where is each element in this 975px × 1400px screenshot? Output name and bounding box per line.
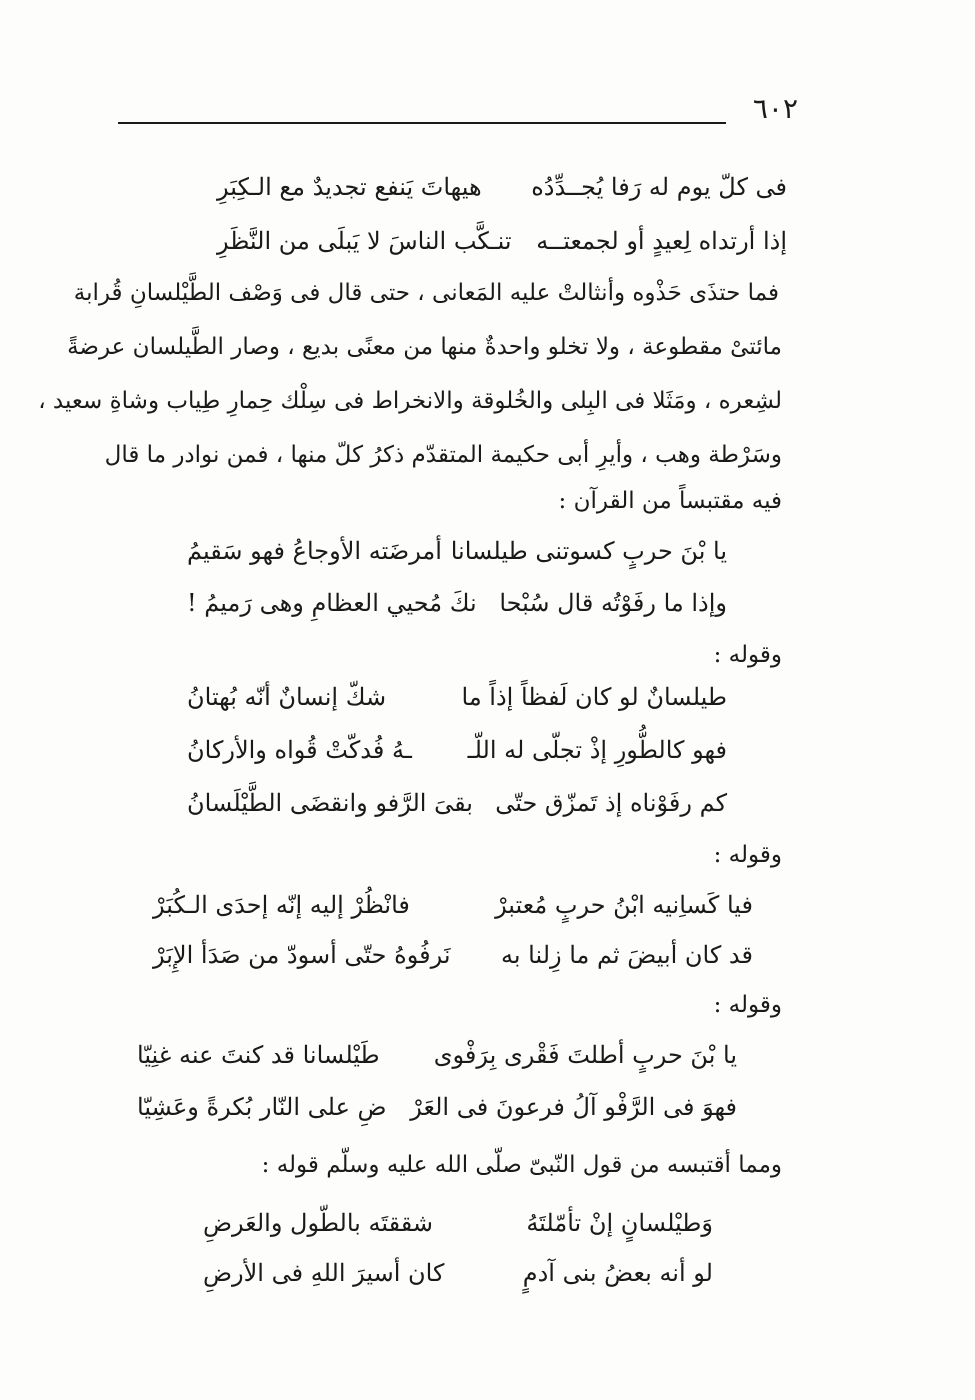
verse-line [217,162,787,212]
verse-hemistich-right: قد كان أبيضَ ثم ما زِلنا به [500,941,753,969]
verse-line [217,216,787,266]
verse-line [187,578,727,628]
verse-line [153,930,753,980]
header-rule [118,122,726,124]
verse-hemistich-left: ـهُ فُدكّتْ قُواه والأركانُ [187,736,412,764]
prose-line: وسَرْطة وهب ، وأيرِ أبى حكيمة المتقدّم ذكرُ كلّ منها ، فمن نوادر ما قال [104,442,782,468]
verse-hemistich-right: فى كلّ يوم له رَفا يُجــدِّدُه [531,173,787,201]
verse-line [187,725,727,775]
prose-line: فما حتذَى حَذْوه وأنثالتْ عليه المَعانى ، حتى قال فى وَصْف الطَّيْلسانِ قُرابة [73,280,779,306]
verse-hemistich-right: وإذا ما رفَوْتُه قال سُبْحا [499,589,727,617]
verse-hemistich-left: نَرفُوهُ حتّى أسودّ من صَدَأ الإِبَرْ [153,941,451,969]
verse-line [187,778,727,828]
verse-hemistich-left: طَيْلسانا قد كنتَ عنه غنِيّا [137,1041,380,1069]
page-number: ٦٠٢ [752,92,798,125]
verse-hemistich-right: يا بْنَ حربٍ أطلتَ فَقْرى بِرَفْوى [433,1041,737,1069]
verse-hemistich-right: كم رفَوْناه إذ تَمزّق حتّى [495,789,727,817]
verse-hemistich-left: ضِ على النّار بُكرةً وعَشِيّا [137,1093,387,1121]
prose-line: فيه مقتبساً من القرآن : [558,488,782,514]
verse-hemistich-left: فانْظُرْ إليه إنّه إحدَى الـكُبَرْ [153,891,410,919]
verse-hemistich-left: نكَ مُحيي العظامِ وهى رَميمُ ! [187,589,477,617]
prose-line: مائتىْ مقطوعة ، ولا تخلو واحدةٌ منها من معنًى بديع ، وصار الطَّيلسان عرضةً [67,334,782,360]
verse-hemistich-left: شققتَه بالطّول والعَرضِ [203,1209,433,1237]
verse-hemistich-left: كان أسيرَ اللهِ فى الأرضِ [203,1259,445,1287]
verse-line [137,1030,737,1080]
verse-hemistich-left: هيهاتَ يَنفع تجديدٌ مع الـكِبَرِ [217,173,482,201]
verse-hemistich-right: إذا أرتداه لِعيدٍ أو لجمعتــه [536,227,787,255]
verse-intro: وقوله : [713,642,782,668]
verse-line [203,1248,713,1298]
verse-hemistich-right: لو أنه بعضُ بنى آدمٍ [522,1259,713,1287]
verse-line [187,672,727,722]
verse-intro: ومما أقتبسه من قول النّبىّ صلّى الله عليه وسلّم قوله : [261,1152,782,1178]
verse-intro: وقوله : [713,992,782,1018]
verse-hemistich-left: تنـكَّب الناسَ لا يَبلَى من النَّظَرِ [217,227,512,255]
verse-line [137,1082,737,1132]
page-header [118,92,798,132]
verse-intro: وقوله : [713,842,782,868]
verse-hemistich-right: طيلسانٌ لو كان لَفظاً إذاً ما [461,683,727,711]
verse-hemistich-left: بقىَ الرَّفو وانقضَى الطَّيْلَسانُ [187,789,473,817]
verse-line [187,526,727,576]
prose-line: لشِعره ، ومَثَلا فى البِلى والخُلوقة والانخراط فى سِلْك حِمارِ طِياب وشاةِ سعيد ، [38,388,782,414]
verse-hemistich-right: فهوَ فى الرَّفْو آلُ فرعونَ فى العَرْ [410,1093,737,1121]
verse-hemistich-right: فهو كالطُّورِ إذْ تجلّى له اللّـ [467,736,727,764]
verse-hemistich-left: شكّ إنسانٌ أنّه بُهتانُ [187,683,387,711]
verse-line [203,1198,713,1248]
verse-hemistich-right: وَطيْلسانٍ إنْ تأمّلتَهُ [526,1209,713,1237]
verse-hemistich-left: أمرضَته الأوجاعُ فهو سَقيمُ [187,537,442,565]
verse-hemistich-right: فيا كَساِنيه ابْنُ حربٍ مُعتبرْ [495,891,753,919]
verse-line [153,880,753,930]
verse-hemistich-right: يا بْنَ حربٍ كسوتنى طيلسانا [450,537,727,565]
